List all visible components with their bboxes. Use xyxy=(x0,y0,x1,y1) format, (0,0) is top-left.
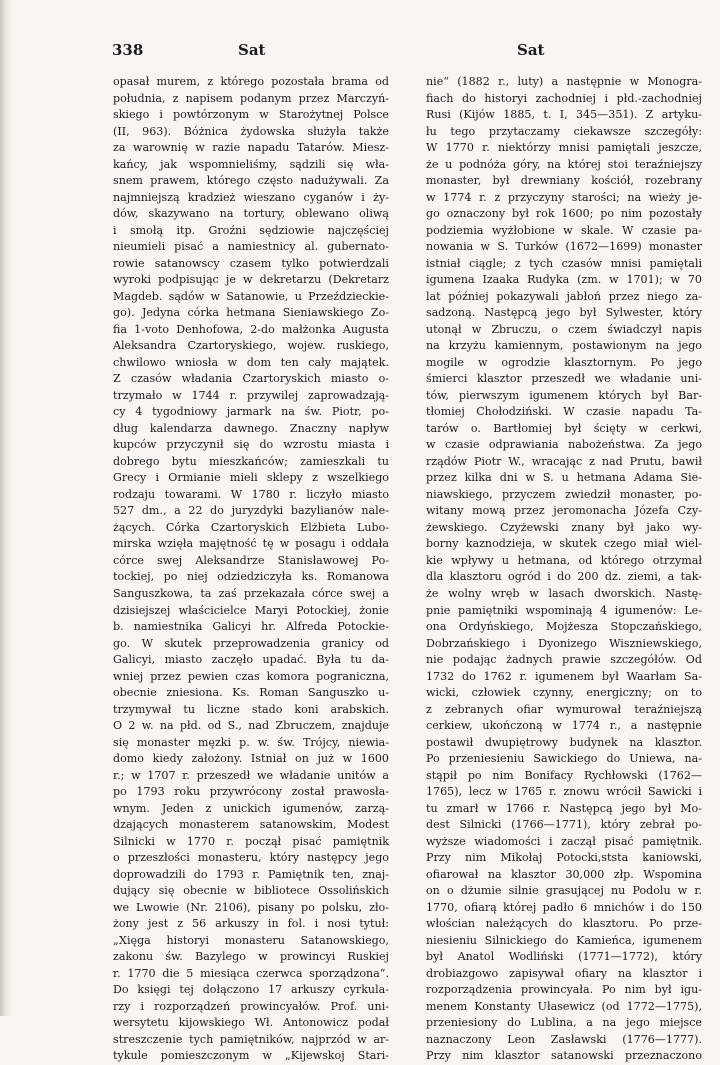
text-line: kie wpływy u hetmana, od którego otrzymał xyxy=(426,553,702,567)
text-line: dług kalendarza dawnego. Znaczny napływ xyxy=(113,421,389,435)
text-line: podziemia wyżłobione w skale. W czasie pa- xyxy=(426,223,702,237)
text-line: kańcy, jak wspomnieliśmy, sądzili się wła- xyxy=(113,157,389,171)
text-column-right xyxy=(426,74,702,1065)
text-line: go oznaczony był rok 1600; po nim pozostały xyxy=(426,207,702,221)
text-line: istniał ciągle; z tych czasów mnisi pamiętali xyxy=(426,256,702,270)
text-line: kupców przyczynił się do wzrostu miasta i xyxy=(113,438,389,452)
text-line: cy 4 tygodniowy jarmark na św. Piotr, po- xyxy=(113,405,389,419)
text-line: naznaczony Leon Zasławski (1776—1777). xyxy=(426,1032,702,1046)
text-line: nieumieli pisać a namiestnicy al. gubernato- xyxy=(113,240,389,254)
text-line: r.; w 1707 r. przeszedł we władanie unitów a xyxy=(113,768,389,782)
text-line: drobiazgowo zapisywał ofiary na klasztor i xyxy=(426,966,702,980)
text-line: we Lwowie (Nr. 2106), pisany po polsku, zło- xyxy=(113,900,389,914)
text-line: (II, 963). Bóżnica żydowska służyła także xyxy=(113,124,389,138)
text-line: W 1770 r. niektórzy mnisi pamiętali jeszcze, xyxy=(426,141,702,155)
text-line: Do księgi tej dołączono 17 arkuszy cyrkula- xyxy=(113,983,389,997)
text-line: 527 dm., a 22 do juryzdyki bazylianów nale- xyxy=(113,504,389,518)
text-line: Silnicki w 1770 r. począł pisać pamiętnik xyxy=(113,834,389,848)
text-line: że u podnóża góry, na której stoi teraźniejszy xyxy=(426,157,702,171)
text-line: skiego i powtórzonym w Starożytnej Polsce xyxy=(113,108,389,122)
text-line: 1770, ofiarą której padło 6 mnichów i do 150 xyxy=(426,900,702,914)
text-line: był Anatol Wodliński (1771—1772), który xyxy=(426,950,702,964)
text-line: tów, pierwszym igumenem których był Bar- xyxy=(426,388,702,402)
text-line: streszczenie tych pamiętników, najprzód w ar- xyxy=(113,1032,389,1046)
text-line: przez kilka dni w S. u hetmana Adama Sie- xyxy=(426,471,702,485)
text-line: południa, z napisem podanym przez Marczyń- xyxy=(113,91,389,105)
text-line: on o dżumie silnie grasującej nu Podolu w r. xyxy=(426,884,702,898)
text-line: pnie pamiętniki wspominają 4 igumenów: Le- xyxy=(426,603,702,617)
text-line: „Xięga historyi monasteru Satanowskiego, xyxy=(113,933,389,947)
text-line: b. namiestnika Galicyi hr. Alfreda Potockie- xyxy=(113,620,389,634)
text-line: tykule pomieszczonym w „Kijewskoj Stari- xyxy=(113,1049,389,1063)
text-line: witany mową przez jeromonacha Józefa Czy- xyxy=(426,504,702,518)
scan-edge-shadow xyxy=(0,0,14,1016)
text-line: w czasie odprawiania nabożeństwa. Za jego xyxy=(426,438,702,452)
text-column-left xyxy=(113,74,389,1065)
text-line: opasał murem, z którego pozostała brama od xyxy=(113,75,389,88)
text-line: tłomiej Chołodziński. W czasie napadu Ta- xyxy=(426,405,702,419)
text-line: postawił dwupiętrowy budynek na klasztor. xyxy=(426,735,702,749)
text-line: igumena Izaaka Rudyka (zm. w 1701); w 70 xyxy=(426,273,702,287)
text-line: trzymywał tu liczne stado koni arabskich. xyxy=(113,702,389,716)
text-line: O 2 w. na płd. od S., nad Zbruczem, znajduje xyxy=(113,719,389,733)
text-line: wersytetu kijowskiego Wł. Antonowicz podał xyxy=(113,1016,389,1030)
text-line: Galicyi, miasto zaczęło upadać. Była tu da- xyxy=(113,653,389,667)
text-line: 1732 do 1762 r. igumenem był Waarłam Sa- xyxy=(426,669,702,683)
text-line: doprowadzili do 1793 r. Pamiętnik ten, znaj- xyxy=(113,867,389,881)
text-line: obecnie zniesiona. Ks. Roman Sanguszko u- xyxy=(113,686,389,700)
text-line: nowania w S. Turków (1672—1699) monaster xyxy=(426,240,702,254)
text-line: zakonu św. Bazylego w prowincyi Ruskiej xyxy=(113,950,389,964)
text-line: domo kiedy założony. Istniał on już w 1600 xyxy=(113,752,389,766)
text-line: mirska wzięła majętność tę w posagu i oddała xyxy=(113,537,389,551)
text-line: sadzoną. Następcą jego był Sylwester, który xyxy=(426,306,702,320)
text-line: borny kaznodzieja, w skutek czego miał wiel- xyxy=(426,537,702,551)
text-line: w 1774 r. z przyczyny starości; na wieży je- xyxy=(426,190,702,204)
text-line: tu zmarł w 1766 r. Następcą jego był Mo- xyxy=(426,801,702,815)
text-line: śmierci klasztor przeszedł we władanie uni- xyxy=(426,372,702,386)
text-line: trzymało w 1744 r. przywilej zaprowadzają- xyxy=(113,388,389,402)
text-line: menem Konstanty Ułasewicz (od 1772—1775), xyxy=(426,999,702,1013)
text-line: rządów Piotr W., wracając z nad Prutu, bawił xyxy=(426,454,702,468)
text-line: cerkiew, ukończoną w 1774 r., a następnie xyxy=(426,719,702,733)
text-line: ofiarował na klasztor 30,000 złp. Wspomina xyxy=(426,867,702,881)
text-line: wicki, człowiek czynny, energiczny; on to xyxy=(426,686,702,700)
text-line: łu tego przytaczamy ciekawsze szczegóły: xyxy=(426,124,702,138)
text-line: dobrego bytu mieszkańców; zamieszkali tu xyxy=(113,454,389,468)
text-line: rodzaju towarami. W 1780 r. liczyło miasto xyxy=(113,487,389,501)
page-number: 338 xyxy=(112,41,144,59)
text-line: rzy i rozporządzeń prowincyałów. Prof. uni- xyxy=(113,999,389,1013)
text-line: o przeszłości monasteru, który następcy jego xyxy=(113,851,389,865)
text-line: stąpił po nim Bonifacy Rychłowski (1762— xyxy=(426,768,702,782)
text-line: nie podając żadnych prawie szczegółów. Od xyxy=(426,653,702,667)
text-line: na krzyżu kamiennym, postawionym na jego xyxy=(426,339,702,353)
text-line: Przy nim Mikołaj Potocki,ststa kaniowski, xyxy=(426,851,702,865)
text-line: Grecy i Ormianie mieli sklepy z wszelkiego xyxy=(113,471,389,485)
text-line: i smołą itp. Groźni sędziowie najczęściej xyxy=(113,223,389,237)
text-line: dest Silnicki (1766—1771), który zebrał po- xyxy=(426,818,702,832)
text-line: niesieniu Silnickiego do Kamieńca, igumenem xyxy=(426,933,702,947)
text-line: rozporządzenia prowincyała. Po nim był igu- xyxy=(426,983,702,997)
text-line: dla klasztoru ogród i do 200 dz. ziemi, a tak- xyxy=(426,570,702,584)
text-line: żących. Córka Czartoryskich Elżbieta Lubo- xyxy=(113,520,389,534)
text-line: r. 1770 die 5 miesiąca czerwca sporządzona“. xyxy=(113,966,389,980)
text-line: Aleksandra Czartoryskiego, wojew. ruskiego, xyxy=(113,339,389,353)
text-line: się monaster męzki p. w. św. Trójcy, niewia- xyxy=(113,735,389,749)
text-line: chwilowo wniosła w dom ten cały majątek. xyxy=(113,355,389,369)
text-line: wyższe wiadomości i zaczął pisać pamiętnik. xyxy=(426,834,702,848)
text-line: żony jest z 56 arkuszy in fol. i nosi tytuł: xyxy=(113,917,389,931)
text-line: dujący się obecnie w bibliotece Ossolińskich xyxy=(113,884,389,898)
text-line: Dobrzańskiego i Dyonizego Wiszniewskiego, xyxy=(426,636,702,650)
text-line: nie“ (1882 r., luty) a następnie w Monogra- xyxy=(426,75,702,88)
text-line: Przy nim klasztor satanowski przeznaczono xyxy=(426,1049,702,1063)
text-line: go). Jedyna córka hetmana Sieniawskiego Zo- xyxy=(113,306,389,320)
text-line: po 1793 roku przywrócony został prawosła- xyxy=(113,785,389,799)
text-line: żewskiego. Czyżewski znany był jako wy- xyxy=(426,520,702,534)
text-line: Rusi (Kijów 1885, t. I, 345—351). Z artyku- xyxy=(426,108,702,122)
text-line: niawskiego, przyczem zwiedził monaster, po- xyxy=(426,487,702,501)
text-line: wniej przez pewien czas komora pograniczna, xyxy=(113,669,389,683)
text-line: wyroki podpisując je w dekretarzu (Dekretarz xyxy=(113,273,389,287)
running-headword-right: Sat xyxy=(517,41,545,59)
text-line: wnym. Jeden z unickich igumenów, zarzą- xyxy=(113,801,389,815)
text-line: go. W skutek przeprowadzenia granicy od xyxy=(113,636,389,650)
running-headword-left: Sat xyxy=(238,41,266,59)
text-line: rowie satanowscy czasem tylko potwierdzali xyxy=(113,256,389,270)
page-header xyxy=(112,37,704,63)
text-line: ona Ordyńskiego, Mojżesza Stopczańskiego, xyxy=(426,620,702,634)
text-line: Z czasów władania Czartoryskich miasto o- xyxy=(113,372,389,386)
text-line: mogile w ogrodzie klasztornym. Po jego xyxy=(426,355,702,369)
text-line: fiach do historyi zachodniej i płd.-zachodniej xyxy=(426,91,702,105)
text-line: dów, skazywano na tortury, oblewano oliwą xyxy=(113,207,389,221)
text-line: córce swej Aleksandrze Stanisławowej Po- xyxy=(113,553,389,567)
text-line: Sanguszkowa, ta zaś przekazała córce swej a xyxy=(113,586,389,600)
text-line: lat później pokazywali jabłoń przez niego za- xyxy=(426,289,702,303)
text-line: Magdeb. sądów w Satanowie, u Przeździeckie- xyxy=(113,289,389,303)
text-line: monaster, był drewniany kościół, rozebrany xyxy=(426,174,702,188)
text-line: za warownię w razie napadu Tatarów. Miesz- xyxy=(113,141,389,155)
text-line: snem prawem, którego często nadużywali. Za xyxy=(113,174,389,188)
text-line: dzających monasterem satanowskim, Modest xyxy=(113,818,389,832)
text-line: najmniejszą kradzież wieszano cyganów i ży- xyxy=(113,190,389,204)
text-line: Po przeniesieniu Sawickiego do Uniewa, na- xyxy=(426,752,702,766)
text-line: 1765), lecz w 1765 r. znowu wrócił Sawicki i xyxy=(426,785,702,799)
text-line: przeniesiony do Lublina, a na jego miejsce xyxy=(426,1016,702,1030)
text-line: że wolny wręb w lasach dworskich. Nastę- xyxy=(426,586,702,600)
text-line: utonął w Zbruczu, o czem świadczył napis xyxy=(426,322,702,336)
text-line: włościan należących do klasztoru. Po prze- xyxy=(426,917,702,931)
text-line: dzisiejszej właścicielce Maryi Potockiej, żonie xyxy=(113,603,389,617)
text-line: tarów o. Bartłomiej był ścięty w cerkwi, xyxy=(426,421,702,435)
text-line: fia 1-voto Denhofowa, 2-do małżonka Augusta xyxy=(113,322,389,336)
text-line: z zebranych ofiar wymurował teraźniejszą xyxy=(426,702,702,716)
text-line: tockiej, po niej odziedziczyła ks. Romanowa xyxy=(113,570,389,584)
